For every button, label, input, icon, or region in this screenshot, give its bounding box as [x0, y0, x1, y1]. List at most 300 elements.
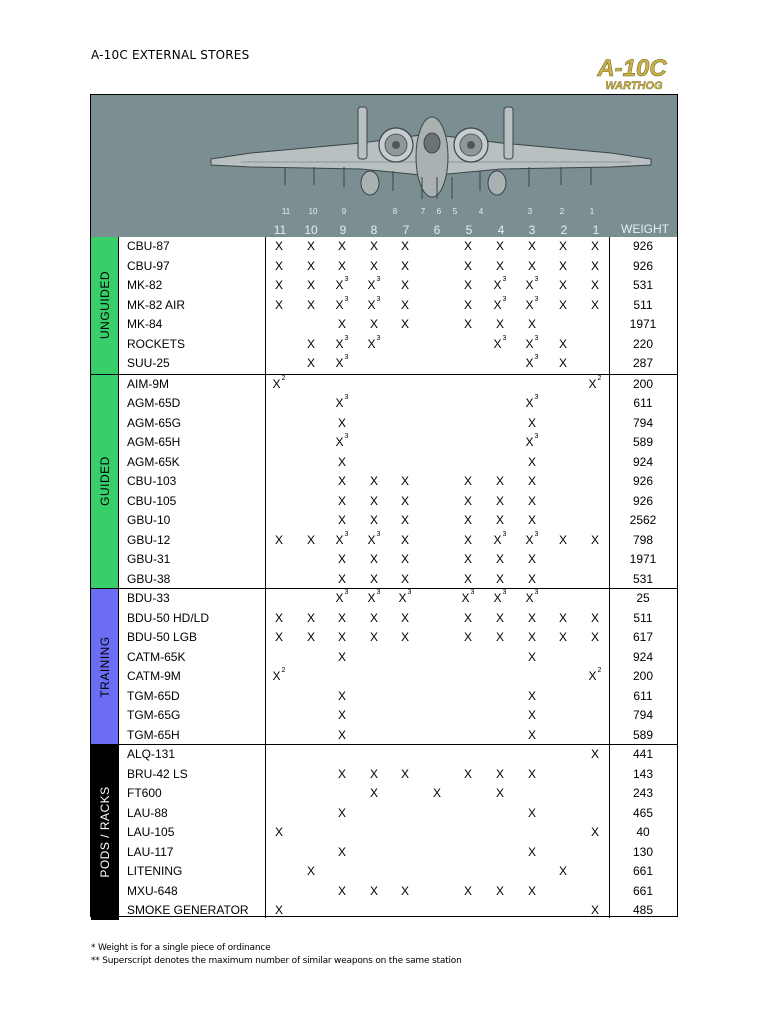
- store-name: LAU-105: [127, 825, 175, 839]
- store-name: LITENING: [127, 864, 183, 878]
- station-mark: X: [306, 356, 315, 370]
- station-mark: $X^3$: [493, 589, 507, 605]
- station-mark: $X^3$: [525, 334, 539, 351]
- store-row: [119, 589, 677, 609]
- station-mark: $X^3$: [461, 589, 475, 605]
- store-name: BDU-50 HD/LD: [127, 610, 210, 625]
- store-row: [119, 667, 677, 687]
- store-row: [119, 511, 677, 531]
- station-mark: X: [306, 336, 315, 351]
- station-mark: $X^3$: [525, 276, 539, 292]
- store-row: [119, 862, 677, 882]
- store-weight: 143: [632, 766, 654, 781]
- station-mark: X: [495, 474, 504, 488]
- svg-text:A-10C: A-10C: [597, 55, 667, 82]
- station-mark: $X^3$: [335, 334, 349, 351]
- store-weight: 589: [632, 435, 654, 449]
- station-mark: X: [527, 571, 536, 586]
- store-name: SUU-25: [127, 356, 170, 370]
- store-weight: 531: [632, 571, 654, 586]
- station-diagram-label: 1: [589, 207, 595, 216]
- store-row: [119, 237, 677, 257]
- station-mark: X: [400, 630, 409, 644]
- station-mark: X: [495, 766, 504, 781]
- max-count-superscript: 3: [502, 276, 507, 283]
- footnote-weight: * Weight is for a single piece of ordinance: [91, 943, 271, 953]
- store-row: [119, 257, 677, 277]
- station-column-header: 10: [304, 223, 318, 237]
- station-column-header: 3: [528, 223, 536, 237]
- station-mark: X: [527, 805, 536, 820]
- station-mark: X: [369, 786, 378, 800]
- store-weight: 511: [633, 297, 653, 312]
- store-row: [119, 745, 677, 765]
- store-weight: 926: [632, 258, 654, 273]
- station-mark: X: [495, 258, 504, 273]
- station-mark: X: [495, 630, 504, 644]
- store-weight: 485: [632, 903, 654, 917]
- store-weight: 511: [633, 610, 653, 625]
- station-diagram-label: 7: [420, 207, 426, 216]
- store-name: CBU-97: [127, 258, 170, 273]
- station-mark: X: [527, 727, 536, 742]
- station-mark: X: [495, 786, 504, 800]
- station-mark: X: [527, 688, 536, 703]
- station-mark: $X^3$: [335, 394, 349, 410]
- store-weight: 926: [632, 474, 654, 488]
- group-label: PODS / RACKS: [97, 786, 112, 878]
- store-row: [119, 570, 677, 590]
- store-weight: 441: [632, 747, 654, 761]
- station-mark: X: [337, 610, 346, 625]
- store-row: [119, 609, 677, 629]
- max-count-superscript: 3: [344, 276, 349, 283]
- station-mark: X: [306, 258, 315, 273]
- max-count-superscript: 2: [597, 667, 602, 674]
- store-row: [119, 628, 677, 648]
- station-mark: X: [495, 610, 504, 625]
- station-diagram-label: 2: [559, 207, 565, 216]
- station-mark: X: [274, 532, 283, 547]
- station-mark: X: [400, 571, 409, 586]
- station-mark: X: [337, 766, 346, 781]
- station-mark: $X^3$: [367, 295, 381, 312]
- max-count-superscript: 3: [534, 394, 539, 401]
- max-count-superscript: 3: [470, 589, 475, 596]
- station-mark: X: [558, 239, 567, 253]
- store-row: [119, 804, 677, 824]
- station-mark: $X^2$: [272, 374, 286, 391]
- station-mark: X: [369, 258, 378, 273]
- station-mark: X: [527, 844, 536, 859]
- svg-text:WARTHOG: WARTHOG: [605, 80, 663, 92]
- station-mark: X: [463, 513, 472, 527]
- store-weight: 1971: [629, 317, 657, 331]
- station-column-header: 5: [465, 223, 473, 237]
- station-mark: X: [274, 903, 283, 917]
- a10c-warthog-logo: [588, 54, 676, 92]
- station-mark: X: [369, 552, 378, 566]
- station-mark: X: [527, 474, 536, 488]
- station-mark: X: [527, 610, 536, 625]
- station-column-header: 6: [433, 223, 441, 237]
- store-name: MK-84: [127, 317, 163, 331]
- station-mark: X: [337, 708, 346, 722]
- station-mark: X: [306, 297, 315, 312]
- page-title: A-10C EXTERNAL STORES: [91, 48, 250, 62]
- store-weight: 611: [633, 396, 653, 410]
- group-band: [91, 589, 119, 744]
- station-mark: $X^2$: [588, 374, 602, 391]
- station-mark: X: [337, 805, 346, 820]
- max-count-superscript: 3: [407, 589, 412, 596]
- station-mark: X: [337, 513, 346, 527]
- store-row: [119, 472, 677, 492]
- station-mark: X: [463, 278, 472, 292]
- station-mark: X: [274, 258, 283, 273]
- station-mark: X: [369, 630, 378, 644]
- station-mark: X: [306, 610, 315, 625]
- max-count-superscript: 3: [534, 530, 539, 538]
- station-mark: X: [369, 493, 378, 508]
- max-count-superscript: 3: [344, 589, 349, 596]
- store-name: GBU-38: [127, 571, 171, 586]
- store-name: BDU-50 LGB: [127, 630, 198, 644]
- station-column-header: 4: [497, 223, 505, 237]
- store-weight: 1971: [629, 552, 657, 566]
- station-mark: X: [400, 493, 409, 508]
- station-mark: X: [495, 552, 504, 566]
- station-column-header: 7: [402, 223, 410, 237]
- store-name: AGM-65D: [127, 396, 181, 410]
- station-mark: X: [369, 239, 378, 253]
- store-name: LAU-117: [127, 844, 174, 859]
- station-mark: X: [400, 766, 409, 781]
- station-mark: $X^2$: [588, 667, 602, 683]
- station-mark: X: [495, 571, 504, 586]
- store-row: [119, 335, 677, 355]
- station-mark: X: [527, 454, 536, 469]
- station-mark: X: [337, 415, 346, 430]
- store-weight: 25: [636, 591, 650, 605]
- store-row: [119, 354, 677, 374]
- station-mark: X: [306, 864, 315, 878]
- station-mark: X: [306, 278, 315, 292]
- store-weight: 798: [632, 532, 654, 547]
- max-count-superscript: 3: [534, 276, 539, 283]
- station-mark: X: [463, 258, 472, 273]
- store-row: [119, 453, 677, 473]
- store-row: [119, 296, 677, 316]
- station-mark: X: [527, 708, 536, 722]
- store-name: FT600: [127, 786, 162, 800]
- store-group: [91, 588, 677, 744]
- max-count-superscript: 3: [344, 394, 349, 401]
- store-row: [119, 492, 677, 512]
- station-mark: X: [495, 317, 504, 331]
- store-weight: 589: [632, 727, 654, 742]
- max-count-superscript: 3: [344, 433, 349, 440]
- store-row: [119, 375, 677, 395]
- station-mark: X: [590, 747, 599, 761]
- max-count-superscript: 3: [344, 295, 349, 303]
- station-mark: X: [369, 766, 378, 781]
- weight-column-header: WEIGHT: [621, 222, 669, 236]
- store-name: LAU-88: [127, 805, 168, 820]
- station-mark: X: [337, 688, 346, 703]
- station-mark: X: [527, 766, 536, 781]
- store-name: AIM-9M: [127, 376, 169, 391]
- max-count-superscript: 3: [502, 334, 507, 342]
- station-diagram-label: 9: [341, 207, 347, 216]
- station-mark: X: [495, 513, 504, 527]
- station-mark: $X^3$: [367, 334, 381, 351]
- station-mark: $X^3$: [525, 530, 539, 547]
- store-name: SMOKE GENERATOR: [127, 903, 249, 917]
- store-row: [119, 531, 677, 551]
- station-mark: X: [400, 297, 409, 312]
- store-group: [91, 374, 677, 589]
- store-name: CBU-87: [127, 239, 170, 253]
- station-mark: X: [400, 883, 409, 898]
- station-mark: X: [306, 630, 315, 644]
- station-mark: X: [558, 610, 567, 625]
- station-mark: X: [527, 258, 536, 273]
- station-mark: X: [463, 883, 472, 898]
- station-column-header: 9: [339, 223, 347, 237]
- store-name: BRU-42 LS: [127, 766, 188, 781]
- station-mark: X: [527, 513, 536, 527]
- station-mark: X: [400, 258, 409, 273]
- station-mark: X: [463, 474, 472, 488]
- store-name: TGM-65H: [127, 727, 180, 742]
- station-mark: X: [369, 610, 378, 625]
- station-mark: X: [558, 297, 567, 312]
- station-mark: X: [337, 630, 346, 644]
- max-count-superscript: 3: [502, 589, 507, 596]
- station-mark: X: [400, 610, 409, 625]
- station-diagram-label: 8: [392, 207, 398, 216]
- group-label: TRAINING: [97, 635, 112, 698]
- station-mark: X: [400, 532, 409, 547]
- station-mark: $X^3$: [525, 433, 539, 449]
- station-mark: X: [558, 278, 567, 292]
- max-count-superscript: 2: [597, 374, 602, 382]
- station-mark: X: [463, 317, 472, 331]
- station-mark: X: [590, 825, 599, 839]
- station-mark: X: [590, 630, 599, 644]
- station-mark: X: [558, 864, 567, 878]
- store-weight: 200: [632, 376, 654, 391]
- max-count-superscript: 3: [534, 433, 539, 440]
- station-column-header: 1: [592, 223, 600, 237]
- store-weight: 924: [632, 454, 654, 469]
- aircraft-diagram: [91, 95, 677, 237]
- station-mark: X: [337, 844, 346, 859]
- station-mark: X: [337, 258, 346, 273]
- max-count-superscript: 3: [376, 334, 381, 342]
- station-mark: X: [369, 474, 378, 488]
- station-mark: X: [274, 630, 283, 644]
- store-weight: 926: [632, 239, 654, 253]
- max-count-superscript: 3: [344, 334, 349, 342]
- station-mark: $X^2$: [272, 667, 286, 683]
- max-count-superscript: 3: [534, 295, 539, 303]
- store-row: [119, 276, 677, 296]
- station-mark: X: [495, 493, 504, 508]
- max-count-superscript: 3: [376, 530, 381, 538]
- station-mark: X: [558, 258, 567, 273]
- station-mark: $X^3$: [367, 276, 381, 292]
- store-row: [119, 823, 677, 843]
- max-count-superscript: 3: [534, 334, 539, 342]
- store-weight: 794: [632, 708, 654, 722]
- max-count-superscript: 3: [502, 530, 507, 538]
- station-mark: X: [274, 297, 283, 312]
- max-count-superscript: 3: [344, 354, 349, 361]
- station-mark: $X^3$: [398, 589, 412, 605]
- store-name: ALQ-131: [127, 747, 176, 761]
- station-column-header: 2: [560, 223, 568, 237]
- station-mark: X: [337, 571, 346, 586]
- store-name: CATM-65K: [127, 649, 186, 664]
- station-mark: X: [463, 766, 472, 781]
- store-weight: 243: [632, 786, 654, 800]
- store-name: GBU-10: [127, 513, 171, 527]
- station-mark: X: [274, 239, 283, 253]
- store-row: [119, 550, 677, 570]
- station-mark: X: [463, 532, 472, 547]
- station-mark: X: [495, 239, 504, 253]
- store-group: [91, 237, 677, 374]
- station-mark: X: [400, 278, 409, 292]
- group-band: [91, 237, 119, 374]
- station-mark: X: [558, 356, 567, 370]
- store-weight: 40: [636, 825, 650, 839]
- station-mark: X: [463, 610, 472, 625]
- store-row: [119, 648, 677, 668]
- store-weight: 465: [632, 805, 654, 820]
- station-mark: X: [590, 610, 599, 625]
- station-mark: $X^3$: [493, 530, 507, 547]
- max-count-superscript: 2: [281, 667, 286, 674]
- store-weight: 924: [632, 649, 654, 664]
- station-mark: X: [590, 297, 599, 312]
- station-mark: X: [590, 258, 599, 273]
- station-mark: X: [369, 883, 378, 898]
- station-mark: X: [590, 903, 599, 917]
- store-weight: 287: [632, 356, 654, 370]
- store-row: [119, 901, 677, 921]
- station-mark: $X^3$: [335, 354, 349, 370]
- max-count-superscript: 3: [376, 589, 381, 596]
- store-name: TGM-65D: [127, 688, 180, 703]
- station-mark: X: [306, 239, 315, 253]
- store-row: [119, 882, 677, 902]
- store-row: [119, 394, 677, 414]
- station-column-header: 8: [370, 223, 378, 237]
- external-stores-table: [90, 94, 678, 917]
- max-count-superscript: 3: [376, 295, 381, 303]
- station-mark: $X^3$: [335, 276, 349, 292]
- station-mark: X: [463, 630, 472, 644]
- max-count-superscript: 3: [376, 276, 381, 283]
- station-mark: $X^3$: [525, 354, 539, 370]
- station-mark: X: [527, 239, 536, 253]
- store-name: MK-82: [127, 278, 163, 292]
- store-name: MXU-648: [127, 883, 178, 898]
- max-count-superscript: 3: [534, 589, 539, 596]
- station-mark: X: [274, 278, 283, 292]
- station-mark: X: [558, 336, 567, 351]
- station-mark: X: [463, 571, 472, 586]
- store-name: MK-82 AIR: [127, 297, 186, 312]
- station-mark: X: [495, 883, 504, 898]
- footnote-superscript: ** Superscript denotes the maximum number of similar weapons on the same station: [91, 956, 462, 966]
- station-mark: X: [590, 239, 599, 253]
- station-mark: X: [337, 552, 346, 566]
- store-weight: 220: [632, 336, 654, 351]
- station-mark: X: [337, 239, 346, 253]
- store-row: [119, 784, 677, 804]
- store-name: AGM-65H: [127, 435, 181, 449]
- station-mark: X: [400, 513, 409, 527]
- store-name: AGM-65K: [127, 454, 180, 469]
- station-mark: $X^3$: [525, 589, 539, 605]
- station-mark: X: [432, 786, 441, 800]
- station-diagram-label: 11: [281, 207, 291, 216]
- store-row: [119, 765, 677, 785]
- store-weight: 661: [632, 883, 654, 898]
- station-mark: X: [369, 513, 378, 527]
- max-count-superscript: 3: [502, 295, 507, 303]
- store-weight: 617: [632, 630, 654, 644]
- store-row: [119, 433, 677, 453]
- station-mark: X: [527, 552, 536, 566]
- station-diagram-label: 10: [308, 207, 318, 216]
- station-mark: X: [337, 454, 346, 469]
- station-mark: X: [400, 474, 409, 488]
- station-mark: $X^3$: [335, 295, 349, 312]
- station-mark: $X^3$: [367, 530, 381, 547]
- station-mark: $X^3$: [493, 295, 507, 312]
- station-mark: X: [527, 630, 536, 644]
- store-row: [119, 687, 677, 707]
- station-mark: $X^3$: [335, 589, 349, 605]
- group-label: GUIDED: [97, 456, 112, 507]
- store-row: [119, 414, 677, 434]
- store-weight: 2562: [629, 513, 657, 527]
- station-mark: X: [590, 278, 599, 292]
- store-name: BDU-33: [127, 591, 170, 605]
- max-count-superscript: 3: [534, 354, 539, 361]
- station-mark: X: [527, 883, 536, 898]
- store-row: [119, 315, 677, 335]
- station-mark: X: [527, 493, 536, 508]
- station-mark: X: [337, 493, 346, 508]
- station-diagram-label: 6: [436, 207, 442, 216]
- station-diagram-label: 3: [527, 207, 533, 216]
- store-weight: 661: [632, 864, 654, 878]
- station-mark: X: [463, 297, 472, 312]
- store-group: [91, 744, 677, 920]
- store-weight: 130: [632, 844, 654, 859]
- station-mark: X: [400, 552, 409, 566]
- station-mark: X: [337, 727, 346, 742]
- station-mark: X: [527, 415, 536, 430]
- station-mark: $X^3$: [335, 530, 349, 547]
- station-diagram-label: 4: [478, 207, 484, 216]
